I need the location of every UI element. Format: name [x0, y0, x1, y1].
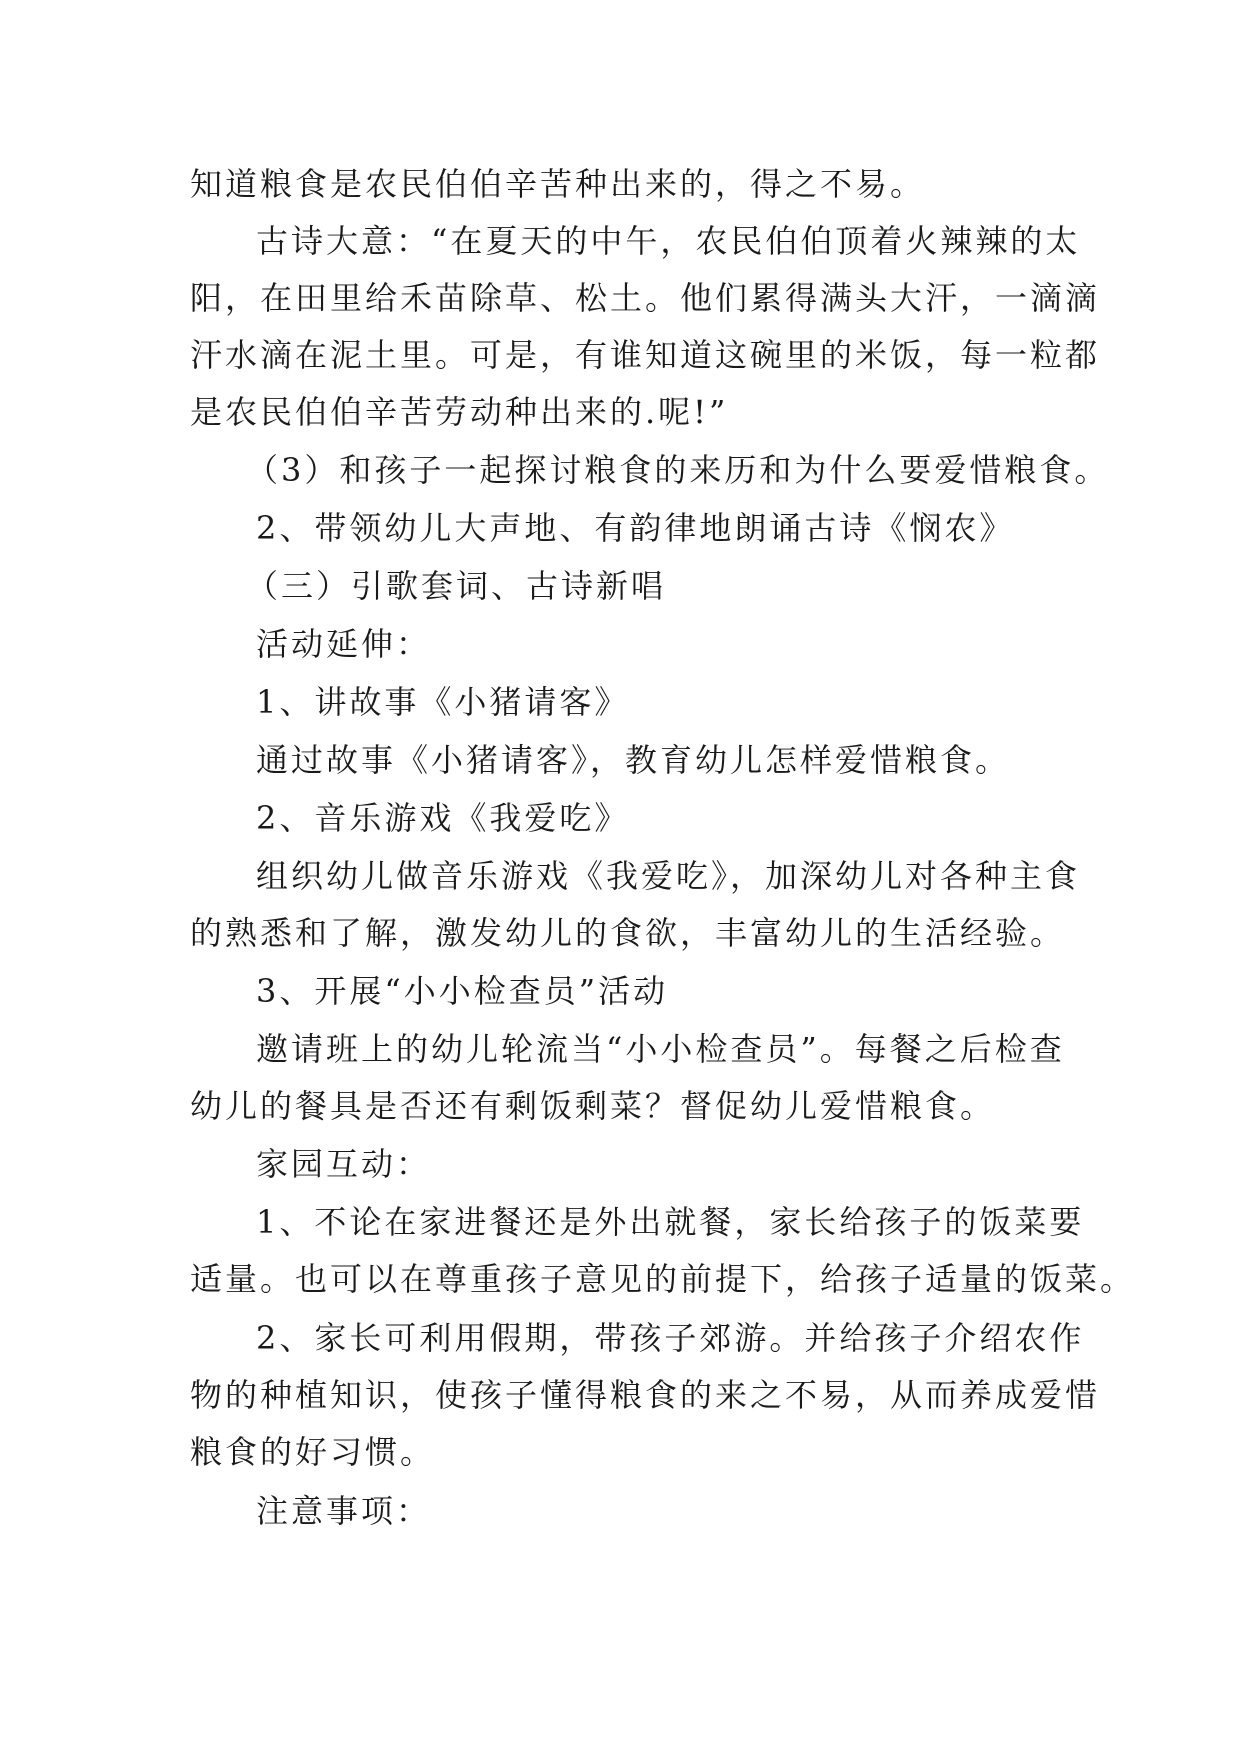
- text-line: 1、不论在家进餐还是外出就餐，家长给孩子的饭菜要: [256, 1203, 1085, 1241]
- text-line: 是农民伯伯辛苦劳动种出来的.呢!”: [190, 393, 729, 431]
- text-line: 家园互动：: [256, 1145, 432, 1183]
- text-line: 粮食的好习惯。: [190, 1433, 436, 1471]
- text-line: 汗水滴在泥土里。可是，有谁知道这碗里的米饭，每一粒都: [190, 336, 1101, 374]
- text-line: 2、带领幼儿大声地、有韵律地朗诵古诗《悯农》: [256, 509, 1015, 547]
- text-line: 古诗大意：“在夏天的中午，农民伯伯顶着火辣辣的太: [256, 222, 1081, 260]
- text-line: 阳，在田里给禾苗除草、松土。他们累得满头大汗，一滴滴: [190, 279, 1101, 317]
- text-line: 适量。也可以在尊重孩子意见的前提下，给孩子适量的饭菜。: [190, 1260, 1136, 1298]
- text-line: 的熟悉和了解，激发幼儿的食欲，丰富幼儿的生活经验。: [190, 914, 1066, 952]
- text-line: 邀请班上的幼儿轮流当“小小检查员”。每餐之后检查: [256, 1030, 1065, 1068]
- text-line: （三）引歌套词、古诗新唱: [246, 567, 667, 605]
- text-line: 知道粮食是农民伯伯辛苦种出来的，得之不易。: [190, 165, 926, 203]
- text-line: 2、家长可利用假期，带孩子郊游。并给孩子介绍农作: [256, 1319, 1085, 1357]
- text-line: 活动延伸：: [256, 625, 432, 663]
- text-line: 幼儿的餐具是否还有剩饭剩菜？督促幼儿爱惜粮食。: [190, 1087, 996, 1125]
- text-line: 注意事项：: [256, 1492, 432, 1530]
- text-line: 2、音乐游戏《我爱吃》: [256, 799, 630, 837]
- text-line: （3）和孩子一起探讨粮食的来历和为什么要爱惜粮食。: [246, 451, 1110, 489]
- text-line: 3、开展“小小检查员”活动: [256, 972, 669, 1010]
- text-line: 通过故事《小猪请客》，教育幼儿怎样爱惜粮食。: [256, 741, 1011, 779]
- text-line: 物的种植知识，使孩子懂得粮食的来之不易，从而养成爱惜: [190, 1376, 1101, 1414]
- text-line: 组织幼儿做音乐游戏《我爱吃》，加深幼儿对各种主食: [256, 857, 1081, 895]
- text-line: 1、讲故事《小猪请客》: [256, 683, 630, 721]
